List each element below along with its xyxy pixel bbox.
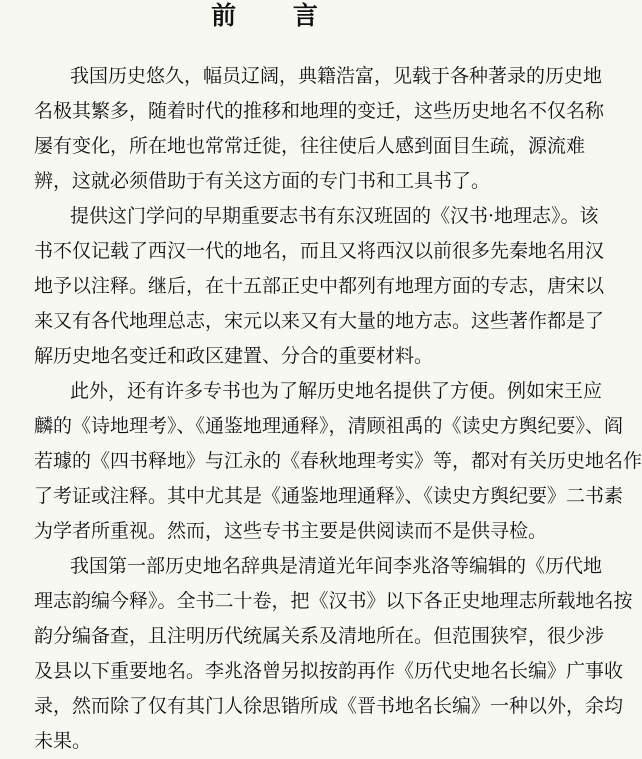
paragraph-line: 此外，还有许多专书也为了解历史地名提供了方便。例如宋王应: [70, 380, 603, 402]
page-title: 前 言: [211, 1, 342, 30]
paragraph-line: 书不仅记载了西汉一代的地名，而且又将西汉以前很多先秦地名用汉: [34, 240, 605, 262]
paragraph-line: 为学者所重视。然而，这些专书主要是供阅读而不是供寻检。: [34, 520, 548, 542]
paragraph-line: 录，然而除了仅有其门人徐思锴所成《晋书地名长编》一种以外，余均: [34, 695, 624, 717]
paragraph-line: 了考证或注释。其中尤其是《通鉴地理通释》、《读史方舆纪要》二书素: [34, 485, 624, 507]
paragraph-line: 未果。: [34, 730, 92, 752]
paragraph-line: 来又有各代地理总志，宋元以来又有大量的地方志。这些著作都是了: [34, 310, 605, 332]
paragraph-line: 理志韵编今释》。全书二十卷，把《汉书》以下各正史地理志所载地名按: [34, 590, 633, 612]
paragraph-line: 我国第一部历史地名辞典是清道光年间李兆洛等编辑的《历代地: [70, 555, 603, 577]
paragraph-line: 及县以下重要地名。李兆洛曾另拟按韵再作《历代史地名长编》广事收: [34, 660, 624, 682]
paragraph-line: 韵分编备查，且注明历代统属关系及清地所在。但范围狭窄，很少涉: [34, 625, 605, 647]
paragraph-line: 提供这门学问的早期重要志书有东汉班固的《汉书·地理志》。该: [70, 205, 599, 227]
paragraph-line: 辨，这就必须借助于有关这方面的专门书和工具书了。: [34, 170, 491, 192]
paragraph-line: 麟的《诗地理考》、《通鉴地理通释》，清顾祖禹的《读史方舆纪要》、阎: [34, 415, 624, 437]
paragraph-line: 地予以注释。继后，在十五部正史中都列有地理方面的专志，唐宋以: [34, 275, 605, 297]
paragraph-line: 屡有变化，所在地也常常迁徙，往往使后人感到面目生疏，源流难: [34, 135, 586, 157]
paragraph-line: 解历史地名变迁和政区建置、分合的重要材料。: [34, 345, 434, 367]
paragraph-line: 名极其繁多，随着时代的推移和地理的变迁，这些历史地名不仅名称: [34, 100, 605, 122]
paragraph-line: 若璩的《四书释地》与江永的《春秋地理考实》等，都对有关历史地名作: [34, 450, 642, 472]
paragraph-line: 我国历史悠久，幅员辽阔，典籍浩富，见载于各种著录的历史地: [70, 65, 603, 87]
